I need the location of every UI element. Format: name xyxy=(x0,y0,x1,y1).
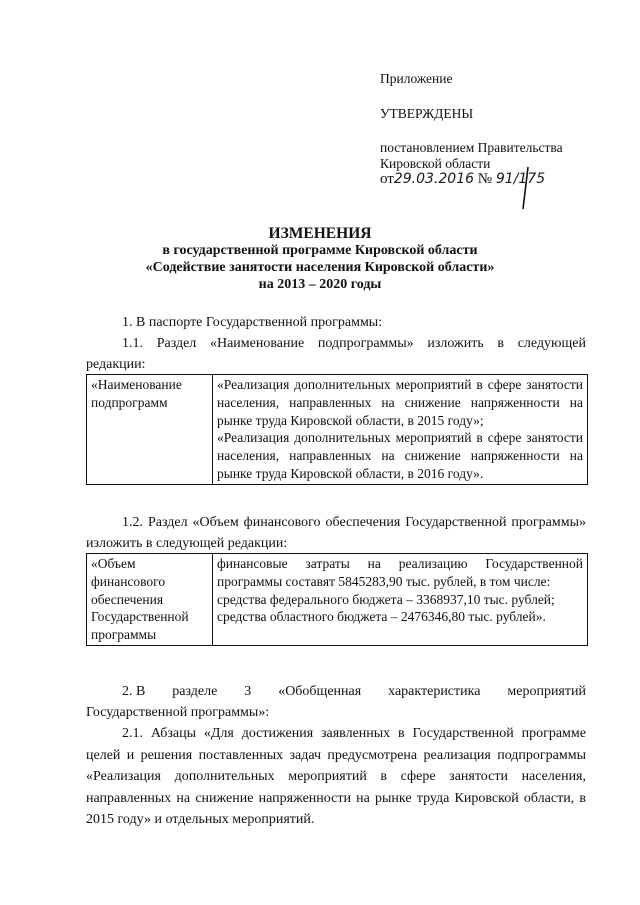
handwritten-slash-mark xyxy=(521,166,530,210)
p2-word: 2. В xyxy=(122,684,146,699)
subprogram-2016: «Реализация дополнительных мероприятий в сфере занятости населения, направленных на снижение напряженности на рынке труда Кировской области, в 2016 году». xyxy=(217,430,583,481)
paragraph-1-2: 1.2. Раздел «Объем финансового обеспечения Государственной программы» изложить в следующей редакции: xyxy=(86,515,586,551)
appendix-label: Приложение xyxy=(380,71,453,86)
handwritten-number: 91/175 xyxy=(495,171,546,187)
handwritten-date: 29.03.2016 xyxy=(393,171,475,187)
financing-federal: средства федерального бюджета – 3368937,10 тыс. рублей; xyxy=(217,591,555,607)
paragraph-2-1: 2.1. Абзацы «Для достижения заявленных в Государственной программе целей и решения поставленных задач предусмотрена реализация подпрограммы «Реализация дополнительных мероприятий в сфере занятости населения, направленных на снижение напряженности на рынке труда Кировской области, в 2015 году» и отдельных мероприятий. xyxy=(86,726,586,827)
table-label-cell: «Объем финансового обеспечения Государственной программы xyxy=(87,554,213,646)
table-value-cell xyxy=(213,375,588,485)
table-row xyxy=(87,554,588,646)
title-line-4: на 2013 – 2020 годы xyxy=(258,277,382,292)
p2-word: 3 xyxy=(244,684,252,699)
approved-label: УТВЕРЖДЕНЫ xyxy=(380,106,474,121)
p2-word: мероприятий xyxy=(507,684,586,699)
table-subprograms xyxy=(86,374,588,485)
decree-line-1: постановлением Правительства xyxy=(380,140,563,155)
p2-word: разделе xyxy=(172,684,218,699)
paragraph-2-line-1 xyxy=(86,682,586,703)
table-row xyxy=(87,375,588,485)
table-financing xyxy=(86,553,588,646)
paragraph-2 xyxy=(86,682,586,723)
table-value-cell xyxy=(213,554,588,646)
financing-total: финансовые затраты на реализацию Государственной программы составят 5845283,90 тыс. рублей, в том числе: xyxy=(217,556,583,589)
decree-line-2: Кировской области xyxy=(380,156,491,171)
document-title: ИЗМЕНЕНИЯ xyxy=(268,225,372,242)
table-label-cell: «Наименование подпрограмм xyxy=(87,375,213,485)
paragraph-2-line-2: Государственной программы»: xyxy=(86,704,270,720)
paragraph-1: 1. В паспорте Государственной программы: xyxy=(122,315,383,330)
p2-word: характеристика xyxy=(388,684,481,699)
paragraph-1-1: 1.1. Раздел «Наименование подпрограммы» изложить в следующей редакции: xyxy=(86,336,586,372)
subprogram-2015: «Реализация дополнительных мероприятий в сфере занятости населения, направленных на снижение напряженности на рынке труда Кировской области, в 2015 году»; xyxy=(217,377,583,428)
number-sign: № xyxy=(477,171,493,187)
p2-word: «Обобщенная xyxy=(278,684,362,699)
title-line-3: «Содействие занятости населения Кировской области» xyxy=(145,260,495,275)
title-line-2: в государственной программе Кировской области xyxy=(162,243,478,258)
financing-regional: средства областного бюджета – 2476346,80 тыс. рублей». xyxy=(217,609,546,625)
date-prefix: от xyxy=(380,171,394,187)
